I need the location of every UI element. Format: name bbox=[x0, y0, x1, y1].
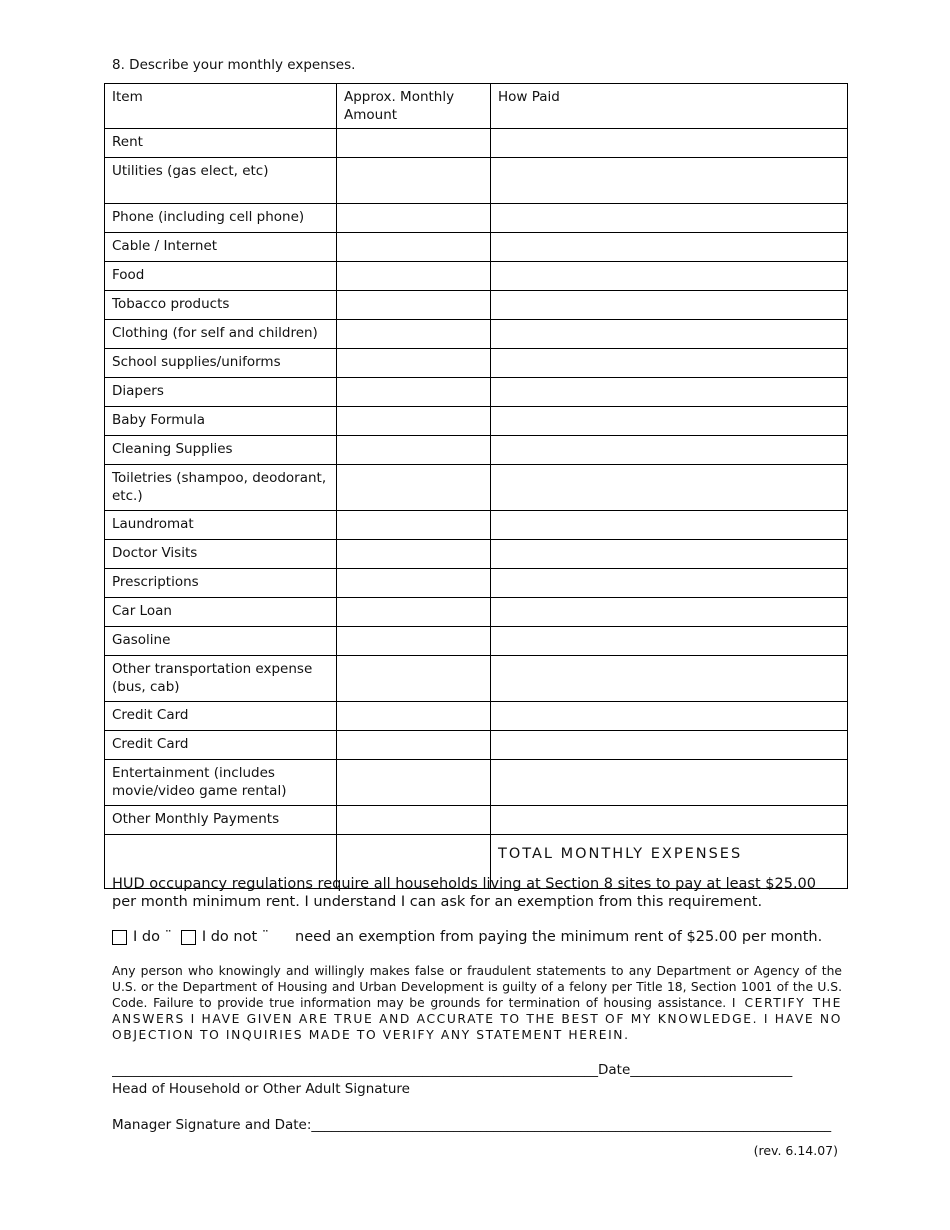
fraud-warning: Any person who knowingly and willingly makes false or fraudulent statements to any Department or Agency of the U.S. or the Department of Housing and Urban Development is guilty of a felony per Title 18, Section 1001 of the U.S. Code. Failure to provide true information may be grounds for termination of housing assistance. bbox=[112, 964, 842, 1010]
table-row bbox=[105, 806, 848, 835]
amount-cell[interactable] bbox=[337, 569, 491, 598]
date-label: Date bbox=[598, 1062, 631, 1078]
expense-item-label: Toiletries (shampoo, deodorant, etc.) bbox=[105, 465, 337, 511]
signature-label: Head of Household or Other Adult Signature bbox=[112, 1081, 410, 1097]
table-row bbox=[105, 378, 848, 407]
header-amount: Approx. Monthly Amount bbox=[337, 84, 491, 129]
how-paid-cell[interactable] bbox=[491, 465, 848, 511]
table-row bbox=[105, 204, 848, 233]
amount-cell[interactable] bbox=[337, 129, 491, 158]
expense-item-label: Laundromat bbox=[105, 511, 337, 540]
i-do-checkbox[interactable] bbox=[112, 930, 127, 945]
table-row bbox=[105, 349, 848, 378]
expense-item-label: Prescriptions bbox=[105, 569, 337, 598]
table-row bbox=[105, 760, 848, 806]
table-row bbox=[105, 233, 848, 262]
table-row bbox=[105, 407, 848, 436]
how-paid-cell[interactable] bbox=[491, 291, 848, 320]
exemption-text: need an exemption from paying the minimum rent of $25.00 per month. bbox=[295, 929, 823, 945]
amount-cell[interactable] bbox=[337, 760, 491, 806]
expense-item-label: Cleaning Supplies bbox=[105, 436, 337, 465]
expense-item-label: Diapers bbox=[105, 378, 337, 407]
how-paid-cell[interactable] bbox=[491, 204, 848, 233]
how-paid-cell[interactable] bbox=[491, 233, 848, 262]
expenses-table bbox=[104, 83, 848, 889]
how-paid-cell[interactable] bbox=[491, 702, 848, 731]
expense-item-label: School supplies/uniforms bbox=[105, 349, 337, 378]
how-paid-cell[interactable] bbox=[491, 731, 848, 760]
manager-signature-line[interactable]: Manager Signature and Date:_____________________________________________________________________________ bbox=[112, 1117, 832, 1133]
how-paid-cell[interactable] bbox=[491, 656, 848, 702]
expense-item-label: Car Loan bbox=[105, 598, 337, 627]
expense-item-label: Clothing (for self and children) bbox=[105, 320, 337, 349]
amount-cell[interactable] bbox=[337, 436, 491, 465]
i-do-not-label: I do not ¨ bbox=[201, 929, 270, 945]
how-paid-cell[interactable] bbox=[491, 349, 848, 378]
how-paid-cell[interactable] bbox=[491, 129, 848, 158]
how-paid-cell[interactable] bbox=[491, 407, 848, 436]
expense-item-label: Other transportation expense (bus, cab) bbox=[105, 656, 337, 702]
table-row bbox=[105, 262, 848, 291]
how-paid-cell[interactable] bbox=[491, 436, 848, 465]
table-row bbox=[105, 702, 848, 731]
expense-item-label: Entertainment (includes movie/video game rental) bbox=[105, 760, 337, 806]
legal-statement bbox=[112, 963, 842, 1043]
table-row bbox=[105, 291, 848, 320]
how-paid-cell[interactable] bbox=[491, 598, 848, 627]
table-row bbox=[105, 731, 848, 760]
expense-item-label: Phone (including cell phone) bbox=[105, 204, 337, 233]
amount-cell[interactable] bbox=[337, 291, 491, 320]
how-paid-cell[interactable] bbox=[491, 378, 848, 407]
how-paid-cell[interactable] bbox=[491, 627, 848, 656]
amount-cell[interactable] bbox=[337, 320, 491, 349]
expense-item-label: Gasoline bbox=[105, 627, 337, 656]
table-row bbox=[105, 598, 848, 627]
amount-cell[interactable] bbox=[337, 656, 491, 702]
header-how-paid: How Paid bbox=[491, 84, 848, 129]
expense-item-label: Doctor Visits bbox=[105, 540, 337, 569]
table-header-row bbox=[105, 84, 848, 129]
how-paid-cell[interactable] bbox=[491, 760, 848, 806]
expense-item-label: Food bbox=[105, 262, 337, 291]
how-paid-cell[interactable] bbox=[491, 540, 848, 569]
hud-notice: HUD occupancy regulations require all households living at Section 8 sites to pay at least $25.00 per month minimum rent. I understand I can ask for an exemption from this requirement. bbox=[112, 876, 817, 910]
how-paid-cell[interactable] bbox=[491, 158, 848, 204]
amount-cell[interactable] bbox=[337, 204, 491, 233]
table-row bbox=[105, 511, 848, 540]
table-row bbox=[105, 129, 848, 158]
how-paid-cell[interactable] bbox=[491, 320, 848, 349]
expense-item-label: Rent bbox=[105, 129, 337, 158]
table-row bbox=[105, 465, 848, 511]
amount-cell[interactable] bbox=[337, 262, 491, 291]
certification: I CERTIFY THE ANSWERS I HAVE GIVEN ARE TRUE AND ACCURATE TO THE BEST OF MY KNOWLEDGE. I HAVE NO OBJECTION TO INQUIRIES MADE TO VERIFY ANY STATEMENT HEREIN. bbox=[112, 996, 842, 1042]
expense-item-label: Credit Card bbox=[105, 702, 337, 731]
table-row bbox=[105, 656, 848, 702]
table-row bbox=[105, 540, 848, 569]
amount-cell[interactable] bbox=[337, 806, 491, 835]
table-row bbox=[105, 569, 848, 598]
amount-cell[interactable] bbox=[337, 598, 491, 627]
i-do-not-checkbox[interactable] bbox=[181, 930, 196, 945]
i-do-label: I do ¨ bbox=[133, 929, 172, 945]
amount-cell[interactable] bbox=[337, 233, 491, 262]
amount-cell[interactable] bbox=[337, 465, 491, 511]
amount-cell[interactable] bbox=[337, 511, 491, 540]
total-monthly-expenses-label: TOTAL MONTHLY EXPENSES bbox=[498, 846, 743, 862]
amount-cell[interactable] bbox=[337, 407, 491, 436]
how-paid-cell[interactable] bbox=[491, 806, 848, 835]
expense-item-label: Cable / Internet bbox=[105, 233, 337, 262]
table-row bbox=[105, 320, 848, 349]
amount-cell[interactable] bbox=[337, 731, 491, 760]
amount-cell[interactable] bbox=[337, 378, 491, 407]
expense-item-label: Utilities (gas elect, etc) bbox=[105, 158, 337, 204]
expense-item-label: Tobacco products bbox=[105, 291, 337, 320]
how-paid-cell[interactable] bbox=[491, 569, 848, 598]
signature-line[interactable]: ________________________________________________________________________Date________________________ bbox=[112, 1062, 793, 1078]
amount-cell[interactable] bbox=[337, 540, 491, 569]
revision-note: (rev. 6.14.07) bbox=[753, 1143, 838, 1158]
how-paid-cell[interactable] bbox=[491, 262, 848, 291]
header-item: Item bbox=[105, 84, 337, 129]
table-row bbox=[105, 627, 848, 656]
amount-cell[interactable] bbox=[337, 702, 491, 731]
section-heading: 8. Describe your monthly expenses. bbox=[112, 57, 356, 73]
exemption-choice bbox=[112, 929, 822, 945]
amount-cell[interactable] bbox=[337, 349, 491, 378]
how-paid-cell[interactable] bbox=[491, 511, 848, 540]
amount-cell[interactable] bbox=[337, 158, 491, 204]
table-row bbox=[105, 436, 848, 465]
expense-item-label: Credit Card bbox=[105, 731, 337, 760]
expense-item-label: Baby Formula bbox=[105, 407, 337, 436]
expense-item-label: Other Monthly Payments bbox=[105, 806, 337, 835]
table-row bbox=[105, 158, 848, 204]
amount-cell[interactable] bbox=[337, 627, 491, 656]
manager-label: Manager Signature and Date: bbox=[112, 1117, 312, 1133]
